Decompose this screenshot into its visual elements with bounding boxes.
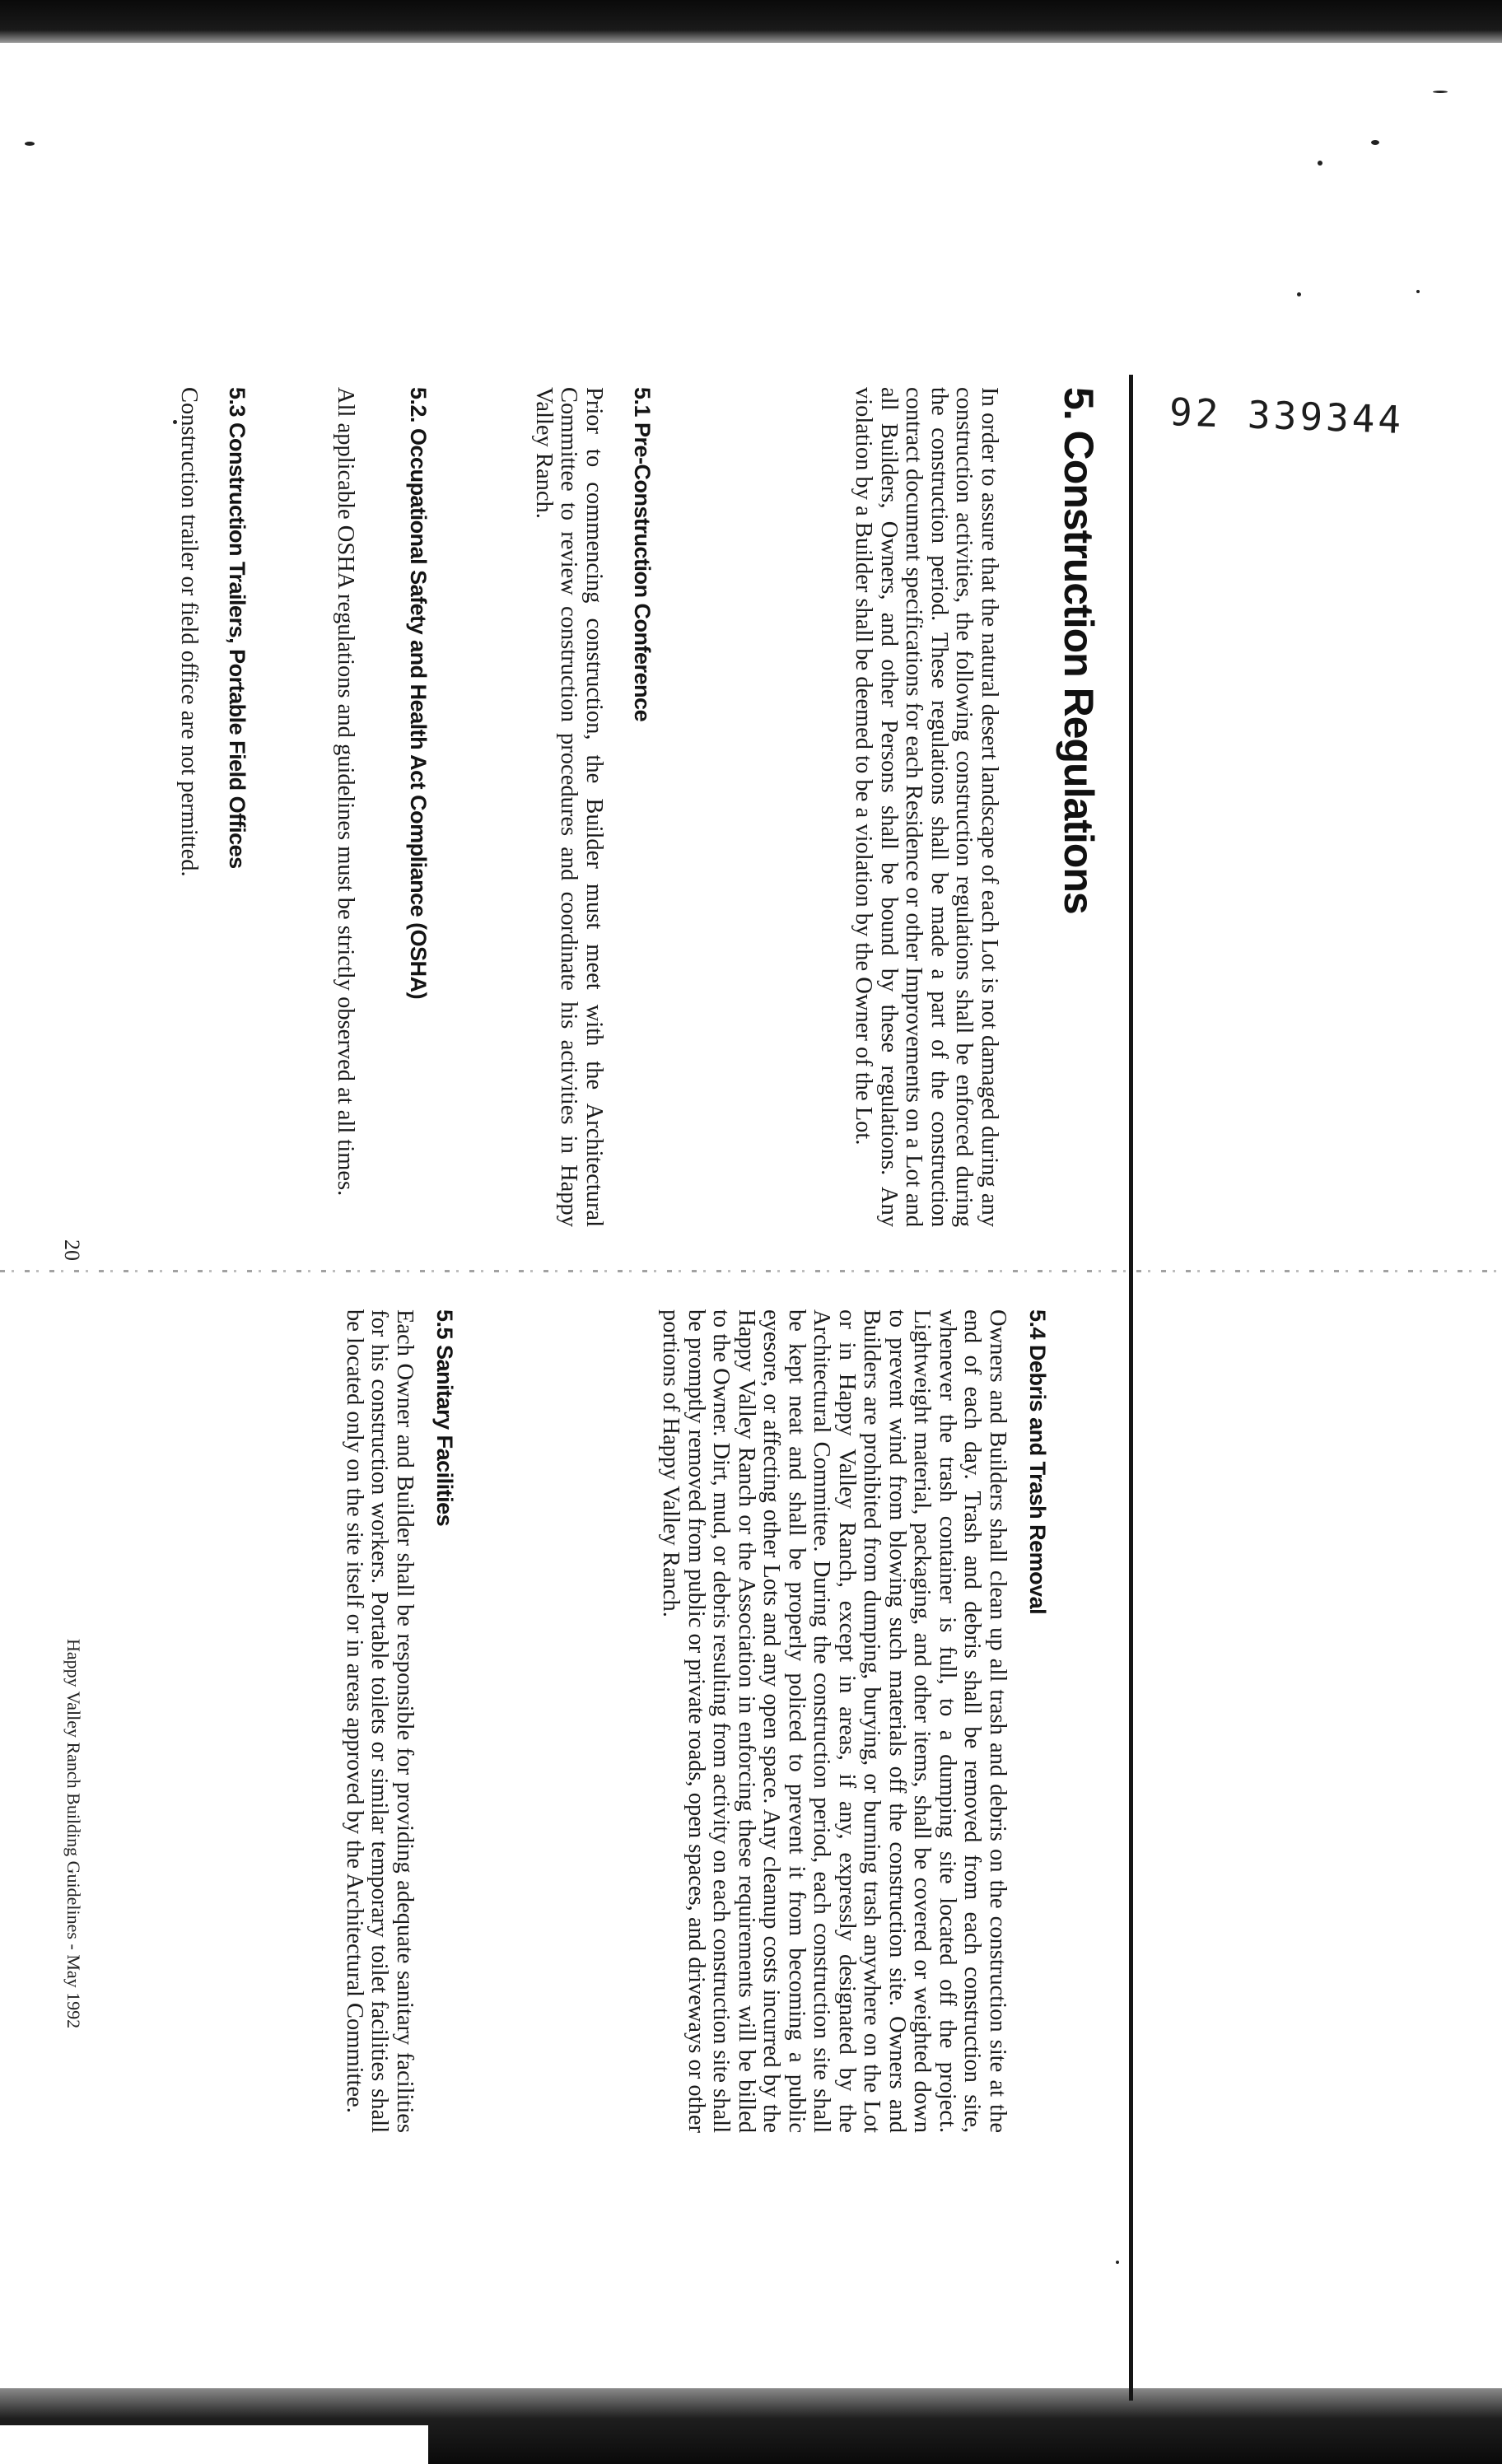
intro-paragraph: In order to assure that the natural desert landscape of each Lot is not damaged during any construction activities, the following construction regulations shall be enforced during the construction period. These regulations shall be made a part of the construction contract document specifications for each Residence or other Improvements on a Lot and all Builders, Owners, and other Persons shall be bound by these regulations. Any violation by a Builder shall be deemed to be a violation by the Owner of the Lot. bbox=[851, 387, 1002, 1227]
section-5-4-text: Owners and Builders shall clean up all trash and debris on the construction site at the end of each day. Trash and debris shall be removed from each construction site, whenever the trash container is full, to a dumping site located off the project. Lightweight material, packaging, and other items, shall be covered or weighted down to prevent wind from blowing such materials off the construction site. Owners and Builders are prohibited from dumping, burying, or burning trash anywhere on the Lot or in Happy Valley Ranch, except in areas, if any, expressly designated by the Architectural Committee. During the construction period, each construction site shall be kept neat and shall be properly policed to prevent it from becoming a public eyesore, or affecting other Lots and any open space. Any cleanup costs incurred by the Happy Valley Ranch or the Association in enforcing these requirements will be billed to the Owner. Dirt, mud, or debris resulting from activity on each construction site shall be promptly removed from public or private roads, open spaces, and driveways or other portions of Happy Valley Ranch. bbox=[658, 1309, 1010, 2133]
section-5-3-text: Construction trailer or field office are not permitted. bbox=[176, 387, 202, 877]
footer-title: Happy Valley Ranch Building Guidelines - May 1992 bbox=[63, 1639, 84, 2029]
chapter-title: 5. Construction Regulations bbox=[1056, 387, 1102, 914]
section-5-5-text: Each Owner and Builder shall be responsible for providing adequate sanitary facilities for his construction workers. Portable toilets or similar temporary toilet facilities shall be located only on the site itself or in areas approved by the Architectural Committee. bbox=[342, 1309, 417, 2133]
document-number-stamp: 92 339344 bbox=[1168, 390, 1406, 442]
section-5-2-heading: 5.2. Occupational Safety and Health Act Compliance (OSHA) bbox=[406, 387, 431, 1000]
section-5-3-heading: 5.3 Construction Trailers, Portable Field Offices bbox=[225, 387, 250, 869]
chapter-rule bbox=[1129, 375, 1133, 2401]
page-number: 20 bbox=[60, 1239, 84, 1261]
section-5-1-text: Prior to commencing construction, the Builder must meet with the Architectural Committee to review construction procedures and coordinate his activities in Happy Valley Ranch. bbox=[531, 387, 607, 1227]
section-5-4-heading: 5.4 Debris and Trash Removal bbox=[1025, 1309, 1050, 1615]
section-5-2-text: All applicable OSHA regulations and guidelines must be strictly observed at all times. bbox=[333, 387, 358, 1197]
section-5-1-heading: 5.1 Pre-Construction Conference bbox=[630, 387, 655, 722]
section-5-5-heading: 5.5 Sanitary Facilities bbox=[432, 1309, 457, 1527]
